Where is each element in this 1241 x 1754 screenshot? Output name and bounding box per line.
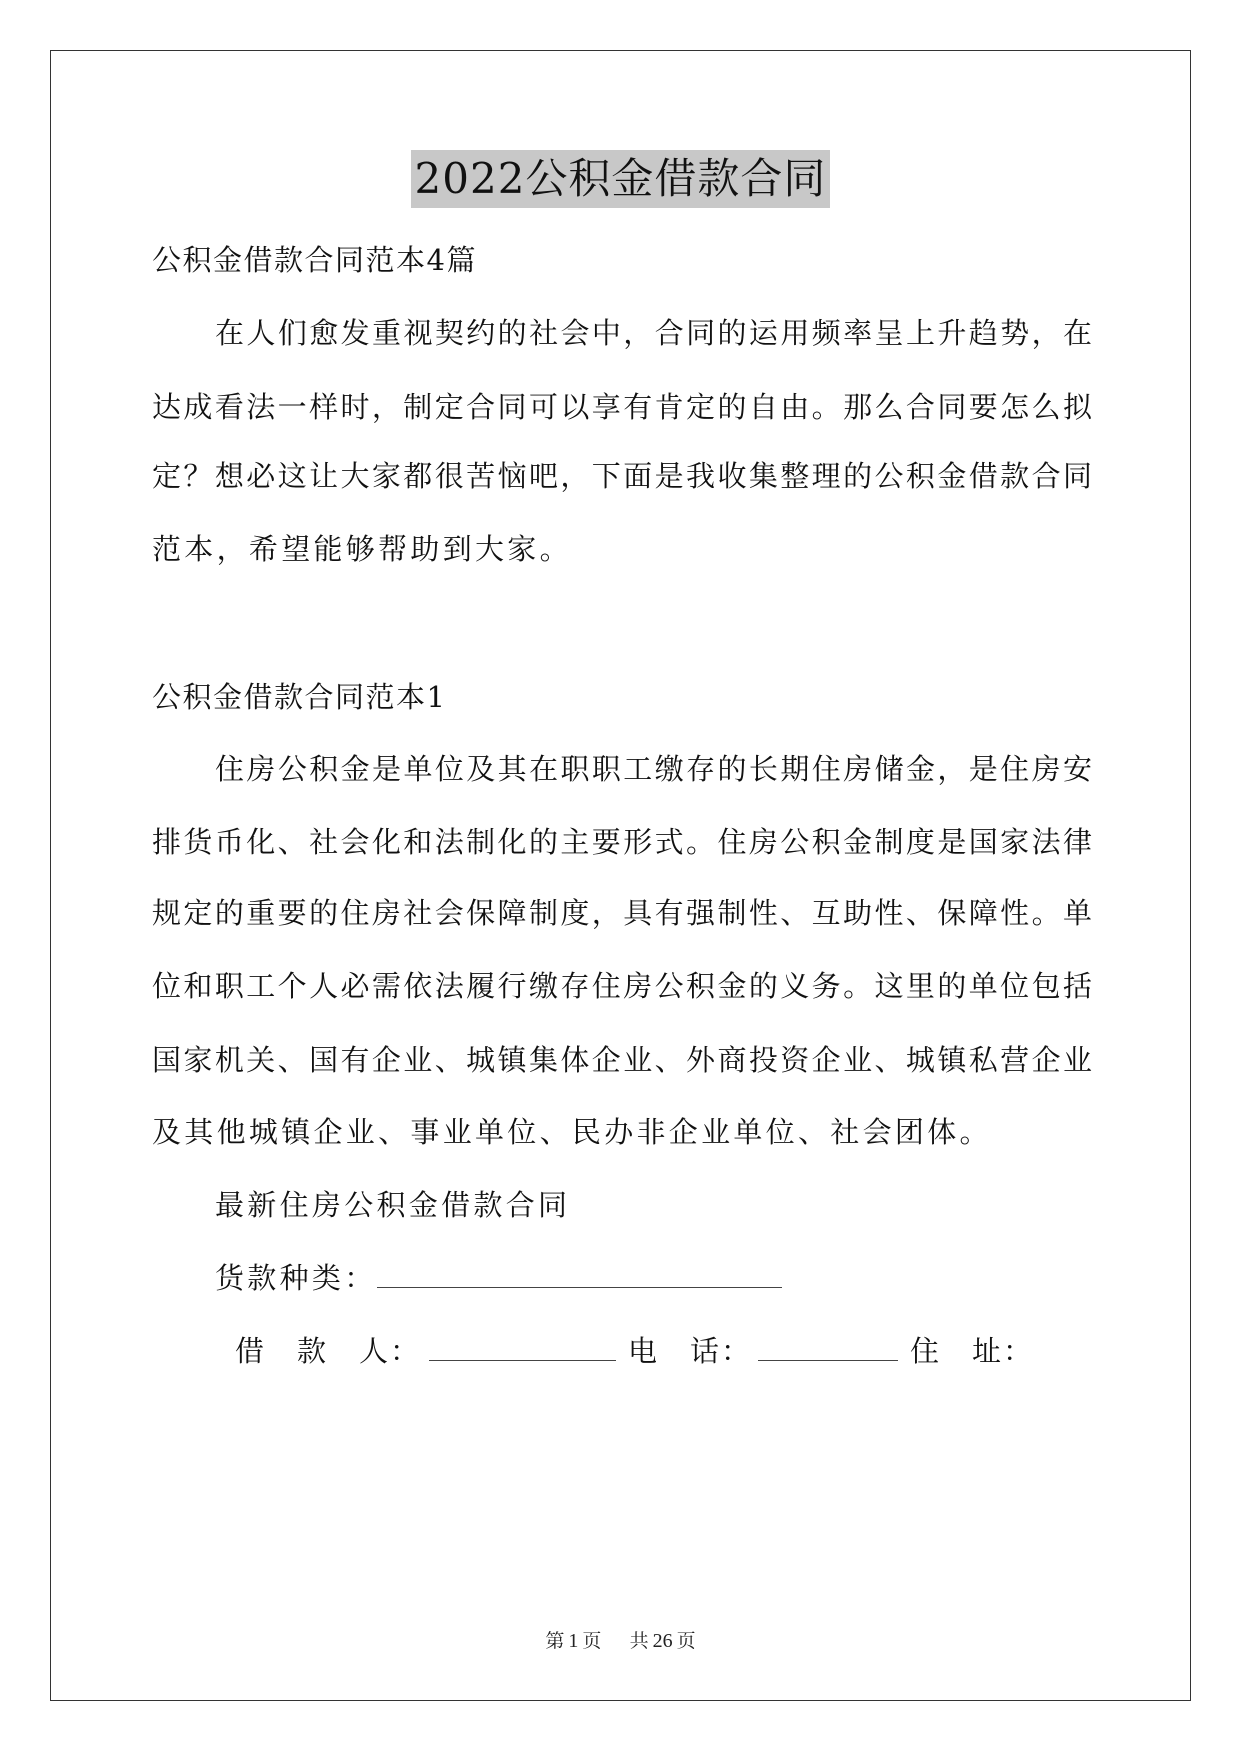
section1-heading: 公积金借款合同范本1 [152, 680, 447, 714]
loan-type-row [215, 1257, 1092, 1298]
borrower-label: 借 款 人： [235, 1334, 422, 1368]
page-suffix: 页 [582, 1630, 602, 1652]
section1-line-5: 国家机关、国有企业、城镇集体企业、外商投资企业、城镇私营企业 [152, 1043, 1092, 1077]
page-prefix: 第 [545, 1630, 565, 1652]
section1-line-4: 位和职工个人必需依法履行缴存住房公积金的义务。这里的单位包括 [152, 969, 1092, 1003]
borrower-row [235, 1330, 1075, 1371]
page-number: 1 [568, 1630, 579, 1652]
document-subtitle: 公积金借款合同范本4篇 [152, 243, 477, 277]
document-title: 2022公积金借款合同 [411, 150, 831, 208]
contract-title: 最新住房公积金借款合同 [215, 1188, 571, 1222]
page-border [50, 50, 1191, 1701]
phone-field[interactable] [758, 1330, 898, 1361]
total-prefix: 共 [629, 1630, 649, 1652]
intro-line-1: 在人们愈发重视契约的社会中，合同的运用频率呈上升趋势，在 [215, 316, 1092, 350]
total-pages: 26 [652, 1630, 673, 1652]
intro-line-3: 定？想必这让大家都很苦恼吧，下面是我收集整理的公积金借款合同 [152, 459, 1092, 493]
borrower-field[interactable] [429, 1330, 616, 1361]
loan-type-field[interactable] [377, 1257, 782, 1288]
intro-line-4: 范本，希望能够帮助到大家。 [152, 532, 572, 566]
address-label: 住 址： [910, 1334, 1035, 1368]
section1-line-1: 住房公积金是单位及其在职职工缴存的长期住房储金，是住房安 [215, 752, 1092, 786]
loan-type-label: 货款种类： [215, 1261, 377, 1295]
title-container [0, 150, 1241, 208]
total-suffix: 页 [676, 1630, 696, 1652]
section1-line-6: 及其他城镇企业、事业单位、民办非企业单位、社会团体。 [152, 1115, 992, 1149]
section1-line-3: 规定的重要的住房社会保障制度，具有强制性、互助性、保障性。单 [152, 896, 1092, 930]
section1-line-2: 排货币化、社会化和法制化的主要形式。住房公积金制度是国家法律 [152, 825, 1092, 859]
phone-label: 电 话： [628, 1334, 753, 1368]
page-footer [0, 1628, 1241, 1654]
intro-line-2: 达成看法一样时，制定合同可以享有肯定的自由。那么合同要怎么拟 [152, 390, 1092, 424]
